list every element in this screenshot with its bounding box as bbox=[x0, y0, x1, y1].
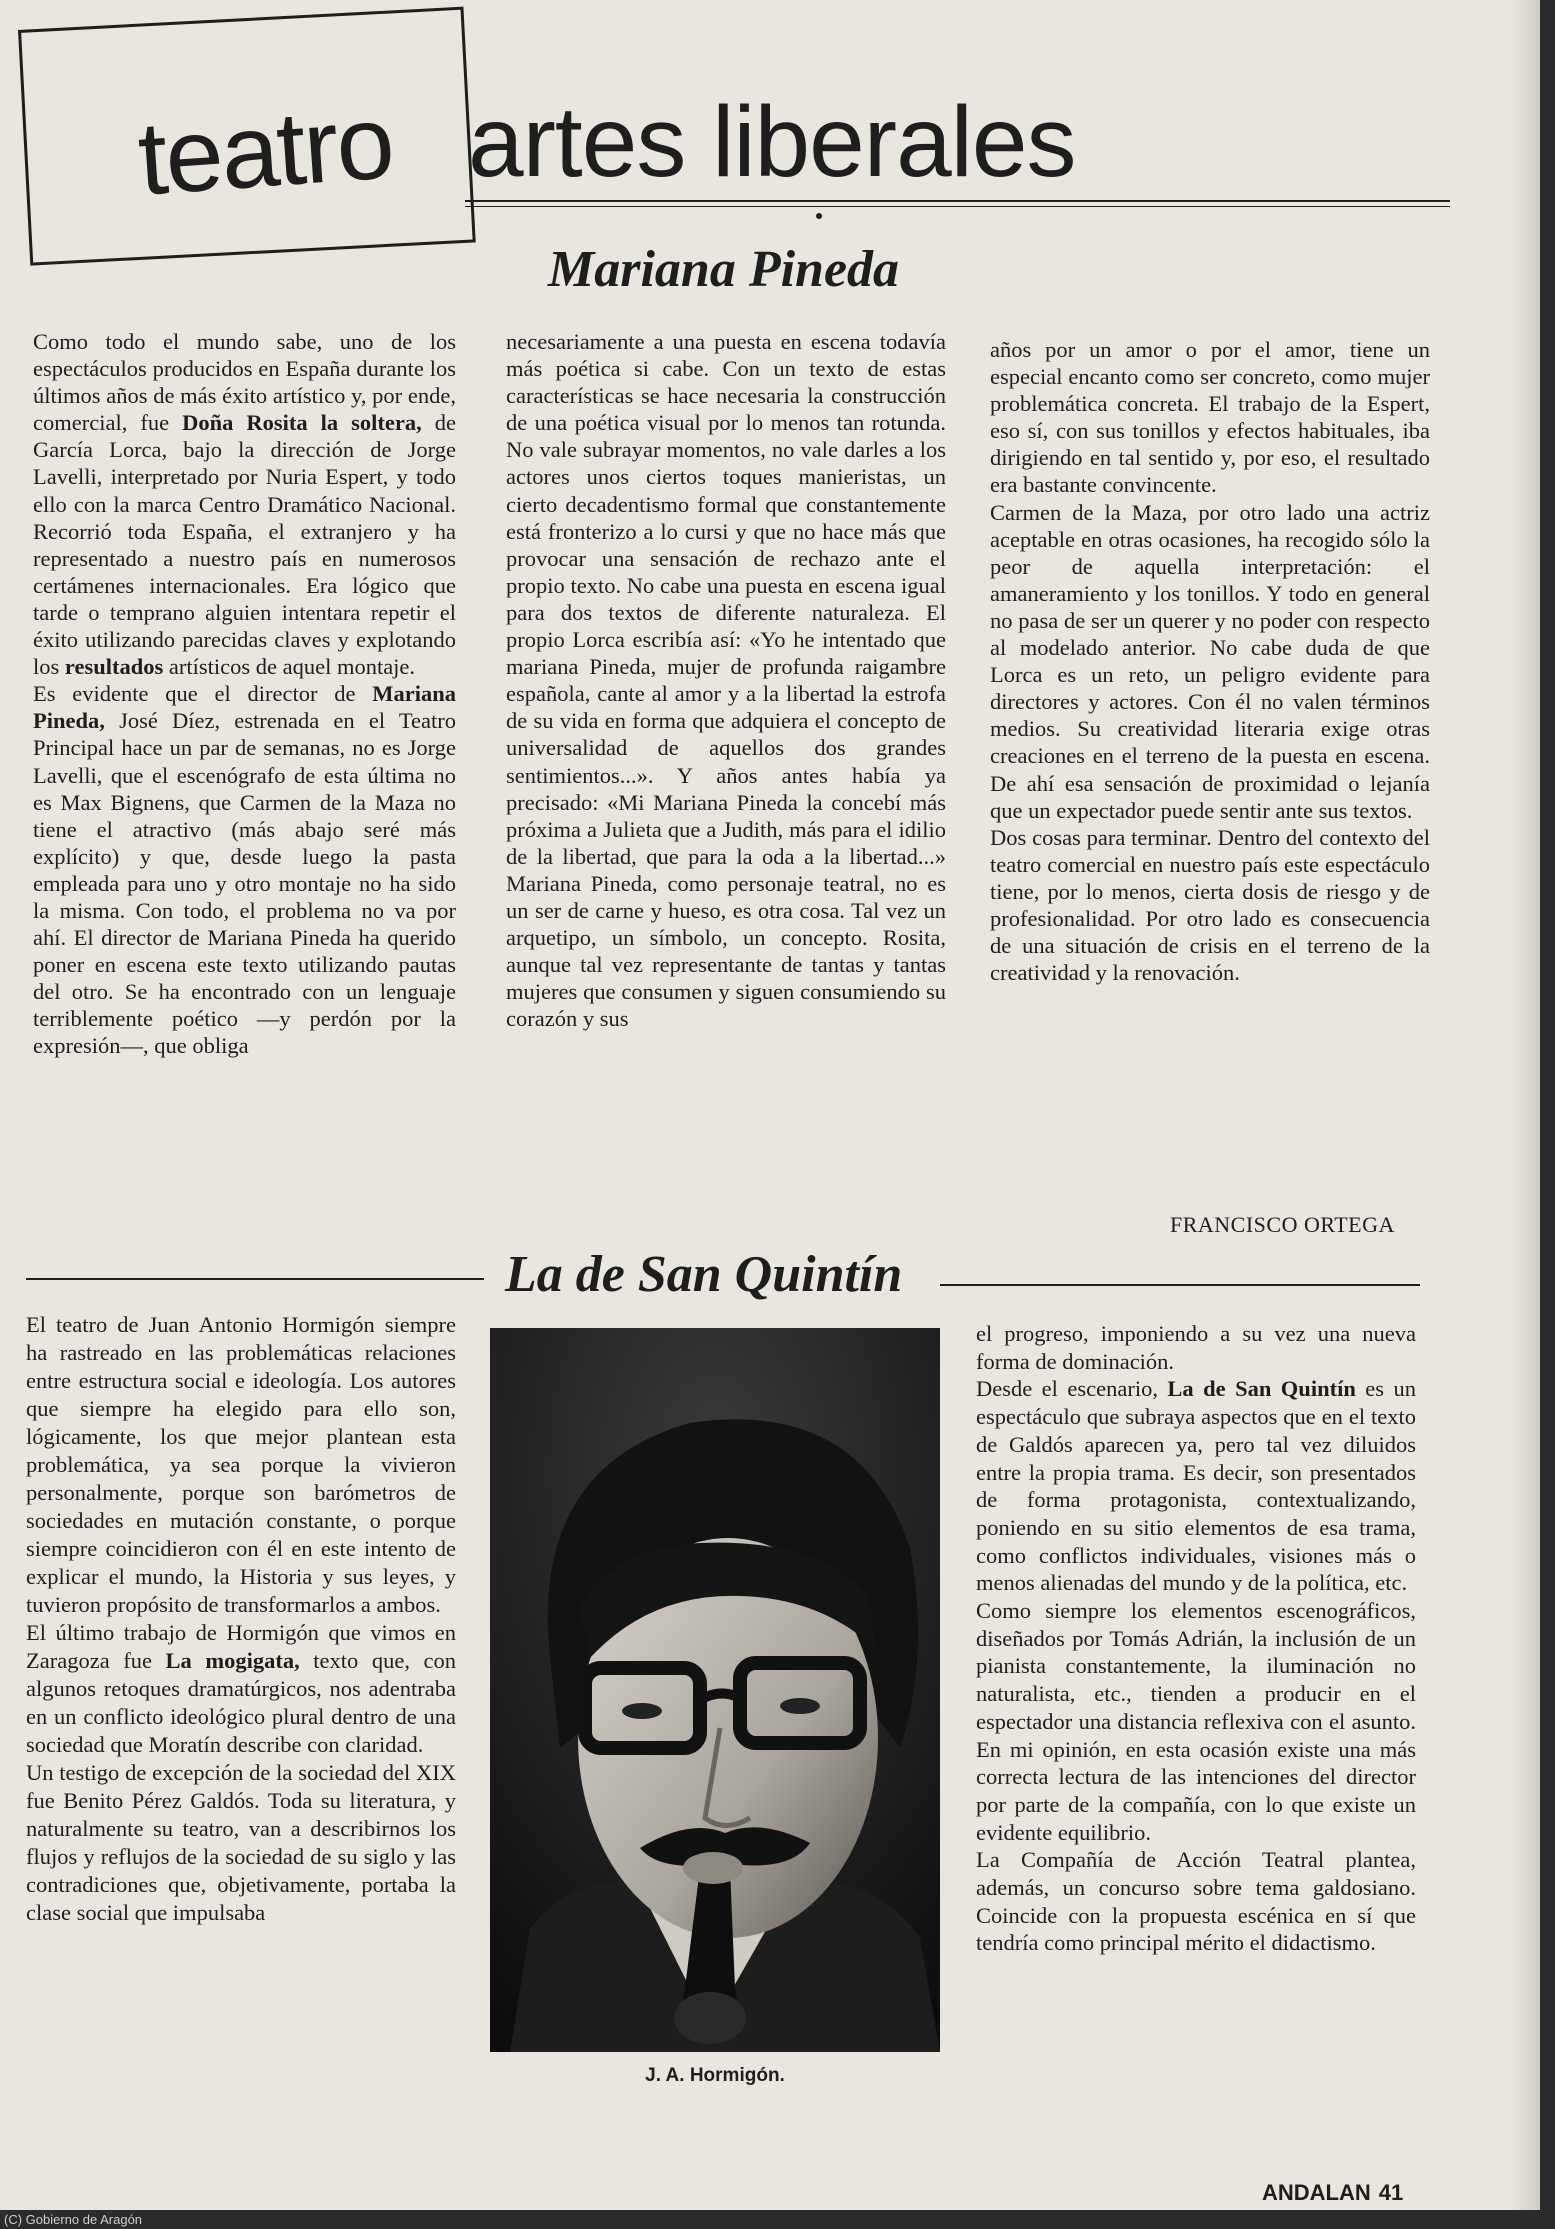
magazine-name: ANDALAN bbox=[1262, 2180, 1371, 2205]
article-paragraph: necesariamente a una puesta en escena todavía más poética si cabe. Con un texto de estas características se hace necesaria la construcción de una poética visual por lo menos tan rotunda. No vale subrayar momentos, no vale darles a los actores unos ciertos toques manieristas, un cierto decadentismo formal que constantemente está fronterizo a lo cursi y que no hace más que provocar una sensación de rechazo ante el propio texto. No cabe una puesta en escena igual para dos textos de diferente naturaleza. El propio Lorca escribía así: «Yo he intentado que mariana Pineda, mujer de profunda raigambre española, cante al amor y a la libertad la estrofa de su vida en forma que adquiera el concepto de universalidad de aquellos dos grandes sentimientos...». Y años antes había ya precisado: «Mi Mariana Pineda la concebí más próxima a Julieta que a Judith, más para el idilio de la libertad, que para la oda a la libertad...» Mariana Pineda, como personaje teatral, no es un ser de carne y hueso, es otra cosa. Tal vez un arquetipo, un símbolo, un concepto. Rosita, aunque tal vez representante de tantas y tantas mujeres que consumen y siguen consumiendo su corazón y sus bbox=[506, 329, 946, 1032]
bullet-dot bbox=[816, 213, 822, 219]
article-paragraph: Carmen de la Maza, por otro lado una actriz aceptable en otras ocasiones, ha recogido sólo la peor de aquella interpretación: el amaneramiento y los tonillos. Y todo en general no pasa de ser un querer y no poder con respecto al modelado anterior. No cabe duda de que Lorca es un reto, un peligro evidente para directores y actores. Con él no valen términos medios. Su creatividad literaria exige otras creaciones en el terreno de la puesta en escena. De ahí esa sensación de proximidad o lejanía que un expectador puede sentir ante sus textos. bbox=[990, 499, 1430, 823]
page-number: 41 bbox=[1378, 2180, 1404, 2205]
article-title: La de San Quintín bbox=[505, 1246, 903, 1303]
portrait-photo bbox=[490, 1328, 940, 2052]
header-rule bbox=[465, 200, 1450, 202]
article-paragraph: años por un amor o por el amor, tiene un especial encanto como ser concreto, como mujer problemática concreta. El trabajo de la Espert, eso sí, con sus tonillos y efectos habituales, iba dirigiendo en tal sentido y, por eso, el resultado era bastante convincente. bbox=[990, 337, 1430, 498]
article-column-2 bbox=[506, 328, 946, 1032]
divider-left bbox=[26, 1278, 484, 1280]
article-column-1 bbox=[26, 1311, 456, 1927]
page-footer bbox=[1262, 2180, 1403, 2206]
article-column-3 bbox=[976, 1320, 1416, 1957]
article-paragraph: el progreso, imponiendo a su vez una nueva forma de dominación. bbox=[976, 1321, 1416, 1374]
article-title: Mariana Pineda bbox=[548, 241, 900, 298]
article-column-3 bbox=[990, 336, 1430, 986]
portrait-image bbox=[490, 1328, 940, 2052]
divider-right bbox=[940, 1284, 1420, 1286]
article-paragraph: Dos cosas para terminar. Dentro del contexto del teatro comercial en nuestro país este espectáculo tiene, por lo menos, cierta dosis de riesgo y de profesionalidad. Por otro lado es consecuencia de una situación de crisis en el terreno de la creatividad y la renovación. bbox=[990, 824, 1430, 986]
article-paragraph: Como todo el mundo sabe, uno de los espectáculos producidos en España durante los últimos años de más éxito artístico y, por ende, comercial, fue Doña Rosita la soltera, de García Lorca, bajo la dirección de Jorge Lavelli, interpretado por Nuria Espert, y todo ello con la marca Centro Dramático Nacional. Recorrió toda España, el extranjero y ha representado a nuestro país en numerosos certámenes internacionales. Era lógico que tarde o temprano alguien intentara repetir el éxito utilizando parecidas claves y explotando los resultados artísticos de aquel montaje. Es evidente que el director de Mariana Pineda, José Díez, estrenada en el Teatro Principal hace un par de semanas, no es Jorge Lavelli, que el escenógrafo de esta última no es Max Bignens, que Carmen de la Maza no tiene el atractivo (más abajo seré más explícito) y que, desde luego la pasta empleada para uno y otro montaje no ha sido la misma. Con todo, el problema no va por ahí. El director de Mariana Pineda ha querido poner en escena este texto utilizando pautas del otro. Se ha encontrado con un lenguaje terriblemente poético —y perdón por la expresión—, que obliga bbox=[33, 329, 456, 1059]
page-title: artes liberales bbox=[468, 86, 1076, 198]
article-paragraph: Como siempre los elementos escenográficos, diseñados por Tomás Adrián, la inclusión de un pianista constantemente, la iluminación no naturalista, etc., tienden a producir en el espectador una distancia reflexiva con el asunto. En mi opinión, en esta ocasión existe una más correcta lectura de las intenciones del director por parte de la compañía, con lo que existe un evidente equilibrio. bbox=[976, 1598, 1416, 1845]
article-paragraph: La Compañía de Acción Teatral plantea, además, un concurso sobre tema galdosiano. Coincide con la propuesta escénica en sí que tendría como principal mérito el didactismo. bbox=[976, 1847, 1416, 1956]
article-paragraph: Un testigo de excepción de la sociedad del XIX fue Benito Pérez Galdós. Toda su literatura, y naturalmente su teatro, van a describirnos los flujos y reflujos de la sociedad de su siglo y las contradiciones que, objetivamente, portaba la clase social que impulsaba bbox=[26, 1760, 456, 1925]
author-byline: FRANCISCO ORTEGA bbox=[1170, 1212, 1395, 1237]
copyright-watermark: (C) Gobierno de Aragón bbox=[4, 2212, 143, 2227]
article-paragraph: El teatro de Juan Antonio Hormigón siempre ha rastreado en las problemáticas relaciones entre estructura social e ideología. Los autores que siempre ha elegido para ello son, lógicamente, los que mejor plantean esta problemática, ya sea porque la vivieron personalmente, porque son barómetros de sociedades en mutación constante, o porque siempre coincidieron con él en este intento de explicar el mundo, la Historia y sus leyes, y tuvieron propósito de transformarlos a ambos. bbox=[26, 1312, 456, 1617]
article-paragraph: Desde el escenario, La de San Quintín es un espectáculo que subraya aspectos que en el texto de Galdós aparecen ya, pero tal vez diluidos entre la propia trama. Es decir, son presentados de forma protagonista, contextualizando, poniendo en su sitio elementos de esa trama, como conflictos individuales, visiones más o menos alienadas del mundo y de la política, etc. bbox=[976, 1376, 1416, 1596]
header-rule-thin bbox=[465, 206, 1450, 207]
photo-caption: J. A. Hormigón. bbox=[645, 2065, 785, 2086]
section-label: teatro bbox=[134, 84, 397, 218]
article-column-1 bbox=[33, 328, 456, 1060]
article-paragraph: El último trabajo de Hormigón que vimos en Zaragoza fue La mogigata, texto que, con algunos retoques dramatúrgicos, nos adentraba en un conflicto ideológico plural dentro de una sociedad que Moratín describe con claridad. bbox=[26, 1620, 457, 1757]
